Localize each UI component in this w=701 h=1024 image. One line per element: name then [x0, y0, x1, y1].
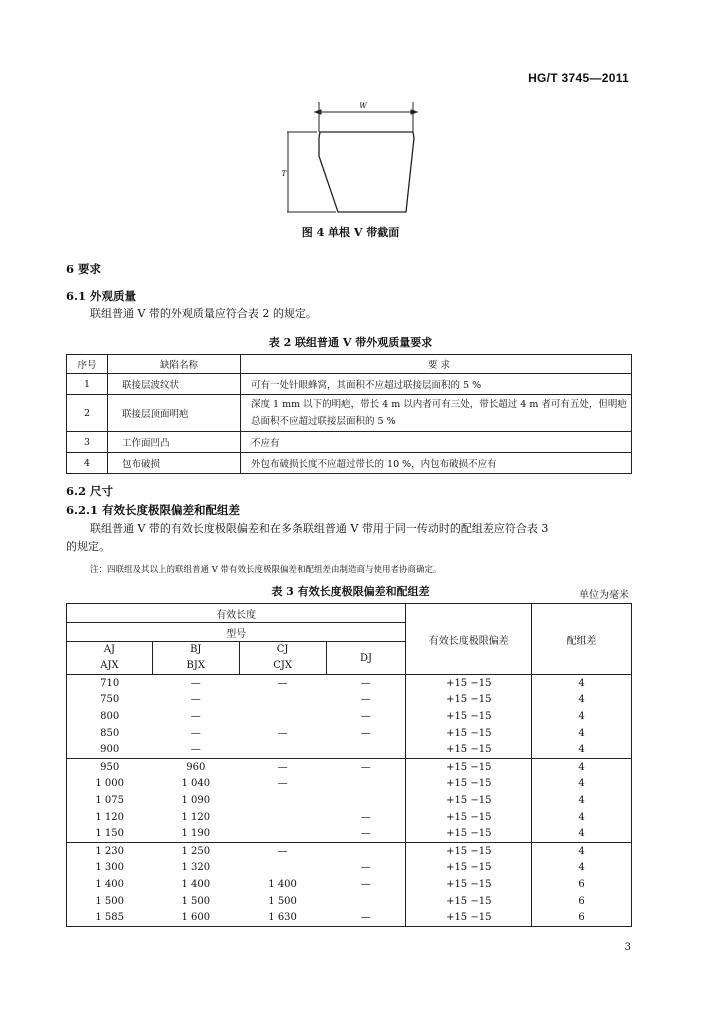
table-cell: —: [326, 692, 406, 709]
table-cell: 1 230: [67, 842, 153, 859]
table-cell: +15 −15: [406, 825, 532, 842]
requirement: 可有一处针眼蜂窝，其面积不应超过联接层面积的 5 %: [241, 374, 632, 395]
table-cell: +15 −15: [406, 860, 532, 877]
table-cell: +15 −15: [406, 893, 532, 910]
header-type: 型号: [67, 623, 406, 642]
table-cell: 1 500: [268, 895, 297, 907]
header-effective-length: 有效长度: [67, 604, 406, 623]
table-cell: 1 600: [152, 909, 239, 926]
requirement: 不应有: [241, 432, 632, 453]
table-row: [67, 453, 632, 474]
table-cell: 1 250: [152, 842, 239, 859]
table-cell: 1 320: [181, 862, 211, 874]
section-6-title: 6 要求: [66, 262, 102, 276]
table-row: [67, 842, 632, 859]
table-cell: 1 190: [181, 828, 211, 840]
col-header-requirement: 要 求: [241, 355, 632, 374]
table-cell: —: [326, 860, 406, 877]
table-cell: 4: [532, 708, 632, 725]
table-cell: +15 −15: [406, 725, 532, 742]
table-cell: —: [190, 744, 201, 756]
table-cell: [239, 741, 326, 758]
col-header-defect: 缺陷名称: [108, 355, 241, 374]
table-cell: [239, 708, 326, 725]
col-header-no: 序号: [67, 355, 108, 374]
height-label: T: [281, 170, 287, 178]
requirement: 深度 1 mm 以下的明疤，带长 4 m 以内者可有三处，带长超过 4 m 者可有五处，但明疤总面积不应超过联接层面积的 5 %: [241, 395, 632, 432]
table-cell: [239, 809, 326, 826]
table-cell: —: [326, 758, 406, 775]
table-cell: 1 120: [181, 811, 211, 823]
table-cell: 1 300: [67, 860, 153, 877]
table-cell: 1 075: [67, 792, 153, 809]
table-cell: 4: [532, 776, 632, 793]
table-row: [67, 432, 632, 453]
table-cell: —: [326, 876, 406, 893]
table-cell: —: [190, 727, 201, 739]
table-3: [66, 603, 632, 927]
table-cell: 1 630: [239, 909, 326, 926]
table-cell: 1 500: [67, 893, 153, 910]
table-cell: 4: [532, 675, 632, 692]
table-cell: 4: [532, 692, 632, 709]
table-cell: 1 150: [67, 825, 153, 842]
table-cell: 6: [532, 893, 632, 910]
table-cell: 4: [532, 860, 632, 877]
section-6-2-1-title: 6.2.1 有效长度极限偏差和配组差: [66, 503, 241, 517]
table-cell: 4: [532, 758, 632, 775]
table-cell: 900: [67, 741, 153, 758]
table-cell: —: [326, 708, 406, 725]
table-cell: 4: [532, 825, 632, 842]
table-cell: 4: [532, 809, 632, 826]
table-cell: +15 −15: [406, 809, 532, 826]
section-6-2-1-text-line2: 的规定。: [66, 540, 110, 553]
table-row: [67, 708, 632, 725]
header-tolerance: 有效长度极限偏差: [406, 604, 532, 675]
page-number: 3: [624, 942, 631, 953]
type-cj: CJ CJX: [239, 642, 326, 675]
header-matching: 配组差: [532, 604, 632, 675]
table-cell: 960: [152, 758, 239, 775]
table-cell: —: [326, 909, 406, 926]
table-cell: 1 400: [181, 878, 211, 890]
table-cell: 6: [532, 909, 632, 926]
standard-code: HG/T 3745—2011: [528, 71, 629, 85]
table-row: [67, 792, 632, 809]
row-no: 1: [67, 374, 108, 395]
table-cell: —: [239, 842, 326, 859]
table-cell: +15 −15: [406, 758, 532, 775]
table-cell: —: [239, 758, 326, 775]
table-cell: [326, 792, 406, 809]
table-3-caption: 表 3 有效长度极限偏差和配组差: [271, 585, 430, 598]
table-header-row: [67, 355, 632, 374]
table-cell: 710: [67, 675, 153, 692]
table-row: [67, 776, 632, 793]
table-cell: 4: [532, 725, 632, 742]
table-cell: —: [326, 725, 406, 742]
requirement: 外包布破损长度不应超过带长的 10 %，内包布破损不应有: [241, 453, 632, 474]
table-row: [67, 758, 632, 775]
v-belt-section-figure: [270, 96, 430, 222]
table-cell: —: [277, 727, 288, 739]
table-cell: 1 090: [181, 794, 211, 806]
table-cell: 1 400: [268, 878, 297, 890]
table-cell: +15 −15: [406, 692, 532, 709]
table-row: [67, 909, 632, 926]
table-cell: —: [190, 710, 201, 722]
table-2-caption: 表 2 联组普通 V 带外观质量要求: [268, 336, 433, 349]
table-cell: [239, 692, 326, 709]
table-cell: [326, 741, 406, 758]
table-row: [67, 692, 632, 709]
defect-name: 联接层波纹状: [108, 374, 241, 395]
section-6-1-title: 6.1 外观质量: [66, 289, 137, 303]
table-cell: —: [190, 694, 201, 706]
table-cell: 1 000: [67, 776, 153, 793]
section-6-1-text: 联组普通 V 带的外观质量应符合表 2 的规定。: [90, 307, 317, 320]
table-row: [67, 675, 632, 692]
table-cell: [326, 842, 406, 859]
table-cell: 4: [532, 792, 632, 809]
table-cell: 800: [67, 708, 153, 725]
table-cell: 750: [67, 692, 153, 709]
type-dj: DJ: [326, 642, 406, 675]
table-cell: —: [239, 675, 326, 692]
section-6-2-1-text-line1: 联组普通 V 带的有效长度极限偏差和在多条联组普通 V 带用于同一传动时的配组差应符合表 3: [90, 522, 549, 535]
row-no: 3: [67, 432, 108, 453]
table-cell: —: [326, 809, 406, 826]
defect-name: 联接层顶面明疤: [108, 395, 241, 432]
type-bj: BJ BJX: [152, 642, 239, 675]
table-cell: [326, 893, 406, 910]
table-cell: 950: [67, 758, 153, 775]
table-row: [67, 825, 632, 842]
width-label: W: [359, 102, 367, 110]
defect-name: 包布破损: [108, 453, 241, 474]
table-cell: 850: [67, 725, 153, 742]
table-cell: 1 040: [181, 778, 211, 790]
row-no: 2: [67, 395, 108, 432]
table-cell: —: [277, 778, 288, 790]
table-cell: 1 500: [181, 895, 211, 907]
table-cell: —: [326, 825, 406, 842]
table-cell: 1 400: [67, 876, 153, 893]
row-no: 4: [67, 453, 108, 474]
table-row: [67, 741, 632, 758]
table-cell: [326, 776, 406, 793]
table-cell: [239, 860, 326, 877]
table-row: [67, 395, 632, 432]
type-aj: AJ AJX: [67, 642, 153, 675]
table-cell: —: [152, 675, 239, 692]
figure-caption: 图 4 单根 V 带截面: [301, 226, 400, 239]
table-cell: +15 −15: [406, 792, 532, 809]
table-cell: +15 −15: [406, 876, 532, 893]
table-cell: 4: [532, 842, 632, 859]
unit-label: 单位为毫米: [579, 590, 629, 601]
table-row: [67, 725, 632, 742]
table-cell: 1 120: [67, 809, 153, 826]
table-cell: 6: [532, 876, 632, 893]
table-cell: [239, 825, 326, 842]
section-6-2-title: 6.2 尺寸: [66, 484, 114, 498]
table-cell: —: [326, 675, 406, 692]
table-row: [67, 876, 632, 893]
table-row: [67, 809, 632, 826]
table-cell: +15 −15: [406, 776, 532, 793]
table-cell: +15 −15: [406, 741, 532, 758]
note: 注：四联组及其以上的联组普通 V 带有效长度极限偏差和配组差由制造商与使用者协商确定。: [90, 565, 442, 575]
defect-name: 工作面凹凸: [108, 432, 241, 453]
table-row: [67, 860, 632, 877]
table-cell: +15 −15: [406, 842, 532, 859]
table-cell: 4: [532, 741, 632, 758]
table-cell: +15 −15: [406, 708, 532, 725]
table-row: [67, 374, 632, 395]
table-cell: +15 −15: [406, 909, 532, 926]
table-cell: +15 −15: [406, 675, 532, 692]
table-cell: [239, 792, 326, 809]
table-row: [67, 893, 632, 910]
table-cell: 1 585: [67, 909, 153, 926]
table-2: [66, 354, 632, 474]
